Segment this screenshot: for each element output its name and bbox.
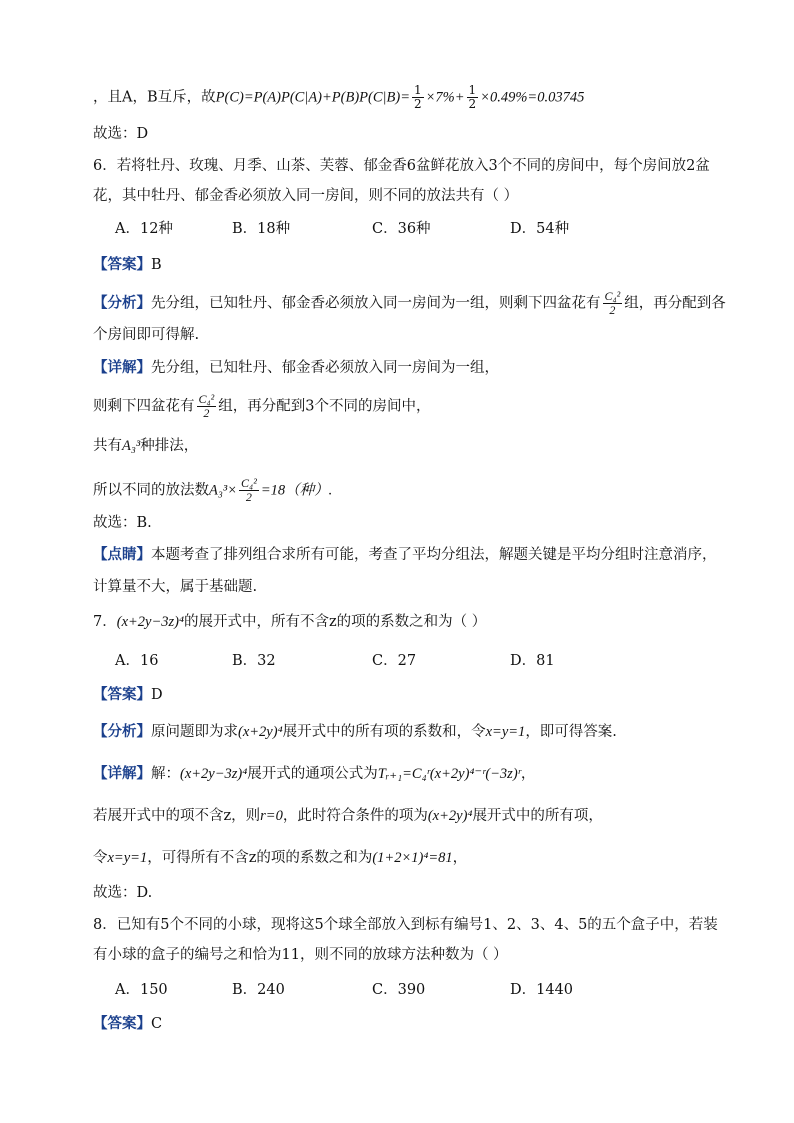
q7-stem — [93, 612, 486, 632]
frac-numerator: 1 — [413, 83, 422, 97]
frac-denominator: 2 — [413, 97, 422, 111]
q7-detail3-a: 令 — [93, 850, 108, 866]
q6-detail-line2 — [93, 393, 431, 420]
q8-stem-line1: 8．已知有5个不同的小球，现将这5个球全部放入到标有编号1、2、3、4、5的五个盒子中，若装 — [93, 917, 718, 933]
q7-detail2-a: 若展开式中的项不含z，则 — [93, 808, 261, 824]
q6-option-c: C．36种 — [372, 221, 431, 237]
q7-detail3-b: ，可得所有不含z的项的系数之和为 — [147, 850, 373, 866]
q7-detail-line3 — [93, 848, 467, 868]
q7-detail1-a: 解： — [151, 766, 180, 782]
q7-detail2-b: ，此时符合条件的项为 — [282, 808, 428, 824]
frac-numerator: C₄² — [241, 476, 257, 490]
q7-detail2-c: 展开式中的所有项， — [472, 808, 603, 824]
q6-detail-math3: A₃³ — [122, 438, 141, 454]
q7-answer-line — [93, 685, 163, 705]
detail-tag: 【详解】 — [93, 359, 151, 376]
q7-option-c: C．27 — [372, 653, 417, 669]
q6-stem-line2: 花，其中牡丹、郁金香必须放入同一房间，则不同的放法共有（ ） — [93, 188, 519, 204]
q6-option-a: A．12种 — [115, 221, 173, 237]
q7-detail1-c: ， — [520, 766, 536, 782]
q7-detail2-math2: (x+2y)⁴ — [427, 808, 473, 824]
q7-analysis-line — [93, 722, 617, 742]
frac-denominator: 2 — [609, 303, 616, 317]
q7-choice: 故选：D. — [93, 885, 153, 901]
q6-detail-math4: A₃³× — [209, 482, 238, 499]
q8-answer-line — [93, 1014, 162, 1034]
q6-detail-text3b: 种排法， — [140, 438, 199, 454]
q6-detail-line4 — [93, 477, 332, 504]
frac-denominator: 2 — [468, 97, 477, 111]
top-formula-frac-2 — [467, 84, 479, 111]
q6-analysis-line2: 个房间即可得解. — [93, 327, 200, 343]
analysis-tag: 【分析】 — [93, 294, 151, 312]
q7-detail3-math2: (1+2×1)⁴=81 — [372, 850, 453, 866]
q7-stem-math: (x+2y−3z)⁴ — [116, 614, 185, 630]
q7-option-b: B．32 — [232, 653, 276, 669]
q8-option-a: A．150 — [115, 982, 168, 998]
answer-tag: 【答案】 — [93, 686, 151, 703]
q6-detail-frac — [197, 393, 217, 420]
q5-choice: 故选：D — [93, 126, 149, 142]
q6-detail-line3 — [93, 436, 198, 456]
q7-stem-num: 7． — [93, 614, 117, 630]
q6-detail-text3a: 共有 — [93, 438, 122, 454]
q6-comment-line2: 计算量不大，属于基础题. — [93, 579, 258, 595]
q7-detail2-math: r=0 — [260, 808, 283, 824]
top-formula-frac-1 — [412, 84, 424, 111]
q6-analysis-text-a: 先分组，已知牡丹、郁金香必须放入同一房间为一组，则剩下四盆花有 — [151, 295, 601, 312]
q7-detail3-math: x=y=1 — [107, 850, 148, 866]
top-formula-term2-rest: ×0.49%=0.03745 — [480, 89, 585, 106]
q7-option-a: A．16 — [115, 653, 159, 669]
detail-tag: 【详解】 — [93, 765, 151, 782]
q8-option-d: D．1440 — [510, 982, 574, 998]
q6-comment-text1: 本题考查了排列组合求所有可能，考查了平均分组法，解题关键是平均分组时注意消序， — [151, 547, 717, 563]
q6-analysis-text-b: 组，再分配到各 — [624, 295, 726, 312]
q6-detail-text4a: 所以不同的放法数 — [93, 482, 209, 499]
frac-denominator: 2 — [245, 490, 252, 504]
q6-detail-text1: 先分组，已知牡丹、郁金香必须放入同一房间为一组， — [151, 360, 499, 376]
q7-analysis-math: (x+2y)⁴ — [238, 724, 283, 740]
q7-analysis-c: ，即可得答案. — [525, 724, 617, 740]
q7-detail1-b: 展开式的通项公式为 — [247, 766, 378, 782]
top-formula-expr: P(C)=P(A)P(C|A)+P(B)P(C|B)= — [215, 89, 410, 106]
q6-stem-line1: 6．若将牡丹、玫瑰、月季、山茶、芙蓉、郁金香6盆鲜花放入3个不同的房间中，每个房间放2盆 — [93, 158, 710, 174]
q7-detail1-math2: Tᵣ₊₁=C₄ʳ(x+2y)⁴⁻ʳ(−3z)ʳ — [377, 766, 521, 782]
q8-option-b: B．240 — [232, 982, 285, 998]
q6-choice: 故选：B. — [93, 515, 152, 531]
top-formula-prefix: ，且A，B互斥，故 — [93, 89, 216, 106]
q6-comment-line1 — [93, 545, 717, 565]
q6-analysis-line1 — [93, 290, 726, 317]
q7-option-d: D．81 — [510, 653, 555, 669]
q8-stem-line2: 有小球的盒子的编号之和恰为11，则不同的放球方法种数为（ ） — [93, 947, 508, 963]
q6-detail-text2b: 组，再分配到3个不同的房间中， — [218, 398, 431, 415]
q7-answer: D — [151, 687, 163, 703]
frac-numerator: C₄² — [604, 289, 621, 303]
frac-numerator: C₄² — [198, 392, 215, 406]
q7-detail-line2 — [93, 806, 603, 826]
frac-numerator: 1 — [468, 83, 477, 97]
q7-analysis-b: 展开式中的所有项的系数和，令 — [282, 724, 486, 740]
comment-tag: 【点睛】 — [93, 546, 151, 563]
q6-detail-line1 — [93, 358, 499, 378]
q7-analysis-math2: x=y=1 — [485, 724, 526, 740]
q8-answer: C — [151, 1016, 163, 1032]
answer-tag: 【答案】 — [93, 1015, 151, 1032]
q8-option-c: C．390 — [372, 982, 426, 998]
q6-answer-line — [93, 255, 162, 275]
q7-detail-line1 — [93, 764, 535, 784]
frac-denominator: 2 — [203, 406, 210, 420]
q7-detail1-math: (x+2y−3z)⁴ — [180, 766, 248, 782]
q6-detail-text2a: 则剩下四盆花有 — [93, 398, 195, 415]
q6-analysis-frac — [603, 290, 623, 317]
q6-detail-text4b: =18（种）. — [260, 482, 333, 499]
q6-option-d: D．54种 — [510, 221, 570, 237]
top-formula-line — [93, 84, 584, 111]
q7-detail3-c: ， — [452, 850, 468, 866]
q6-detail-frac4 — [239, 477, 259, 504]
q6-option-b: B．18种 — [232, 221, 291, 237]
q6-answer: B — [151, 257, 162, 273]
answer-tag: 【答案】 — [93, 256, 151, 273]
q7-analysis-a: 原问题即为求 — [151, 724, 238, 740]
q7-stem-text: 的展开式中，所有不含z的项的系数之和为（ ） — [184, 614, 487, 630]
top-formula-term1-rest: ×7%+ — [425, 89, 465, 106]
analysis-tag: 【分析】 — [93, 723, 151, 740]
